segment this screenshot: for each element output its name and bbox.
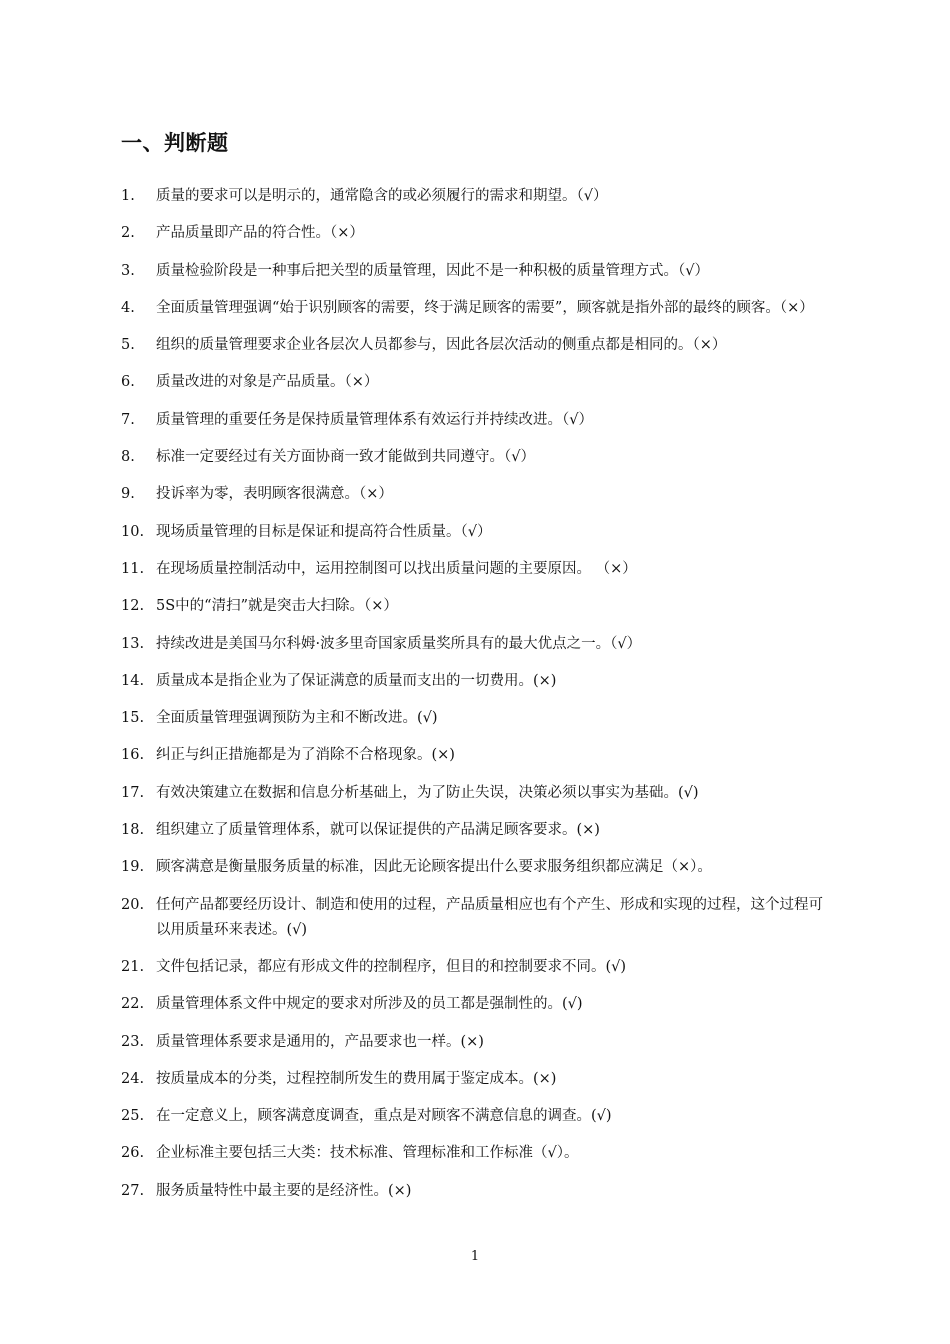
question-text: 5S中的“清扫”就是突击大扫除。（×）	[156, 598, 398, 615]
true-false-question-list	[121, 184, 833, 1216]
question-item	[121, 333, 833, 358]
question-number: 23.	[121, 1033, 145, 1050]
question-number: 2.	[121, 225, 135, 242]
question-item	[121, 445, 833, 470]
question-text: 企业标准主要包括三大类：技术标准、管理标准和工作标准（√）。	[156, 1145, 579, 1162]
question-item	[121, 594, 833, 619]
question-item	[121, 855, 833, 880]
page-number: 1	[470, 1249, 480, 1264]
question-number: 8.	[121, 449, 135, 466]
question-item	[121, 743, 833, 768]
question-text: 顾客满意是衡量服务质量的标准，因此无论顾客提出什么要求服务组织都应满足（×）。	[156, 859, 712, 876]
question-text: 质量的要求可以是明示的，通常隐含的或必须履行的需求和期望。（√）	[156, 188, 608, 204]
question-number: 4.	[121, 299, 135, 316]
question-number: 25.	[121, 1108, 145, 1125]
question-item	[121, 1030, 833, 1055]
question-item	[121, 557, 833, 582]
question-item	[121, 706, 833, 731]
question-text: 标准一定要经过有关方面协商一致才能做到共同遵守。（√）	[156, 449, 535, 466]
question-text: 有效决策建立在数据和信息分析基础上，为了防止失误，决策必须以事实为基础。(√)	[156, 784, 699, 801]
question-text: 服务质量特性中最主要的是经济性。(×)	[156, 1182, 412, 1199]
question-item	[121, 370, 833, 395]
question-number: 21.	[121, 958, 145, 975]
question-text: 文件包括记录，都应有形成文件的控制程序，但目的和控制要求不同。(√)	[156, 958, 627, 975]
question-text: 质量检验阶段是一种事后把关型的质量管理，因此不是一种积极的质量管理方式。（√）	[156, 262, 709, 279]
question-text: 组织的质量管理要求企业各层次人员都参与，因此各层次活动的侧重点都是相同的。（×）	[156, 337, 727, 354]
question-item	[121, 482, 833, 507]
question-number: 27.	[121, 1182, 145, 1199]
question-item	[121, 259, 833, 284]
question-number: 1.	[121, 188, 135, 204]
question-item	[121, 184, 833, 209]
question-item	[121, 669, 833, 694]
question-text: 全面质量管理强调“始于识别顾客的需要，终于满足顾客的需要”，顾客就是指外部的最终的顾客。（×）	[156, 299, 814, 316]
question-item	[121, 992, 833, 1017]
question-item	[121, 632, 833, 657]
question-item	[121, 221, 833, 246]
question-text: 组织建立了质量管理体系，就可以保证提供的产品满足顾客要求。(×)	[156, 822, 600, 839]
question-text: 质量改进的对象是产品质量。（×）	[156, 374, 379, 391]
question-number: 16.	[121, 747, 145, 764]
question-item	[121, 296, 833, 321]
question-number: 10.	[121, 523, 145, 540]
question-text: 任何产品都要经历设计、制造和使用的过程，产品质量相应也有个产生、形成和实现的过程，这个过程可以用质量环来表述。(√)	[156, 896, 823, 938]
question-item	[121, 893, 833, 943]
question-number: 20.	[121, 896, 145, 913]
question-item	[121, 781, 833, 806]
question-item	[121, 1179, 833, 1204]
question-item	[121, 1067, 833, 1092]
question-text: 持续改进是美国马尔科姆·波多里奇国家质量奖所具有的最大优点之一。（√）	[156, 635, 642, 652]
question-text: 纠正与纠正措施都是为了消除不合格现象。(×)	[156, 747, 455, 764]
question-number: 5.	[121, 337, 135, 354]
question-number: 7.	[121, 411, 135, 428]
question-text: 质量成本是指企业为了保证满意的质量而支出的一切费用。(×)	[156, 672, 557, 689]
question-text: 在现场质量控制活动中，运用控制图可以找出质量问题的主要原因。 （×）	[156, 560, 637, 577]
question-text: 质量管理的重要任务是保持质量管理体系有效运行并持续改进。（√）	[156, 411, 593, 428]
question-item	[121, 1104, 833, 1129]
question-item	[121, 520, 833, 545]
question-number: 13.	[121, 635, 145, 652]
question-number: 24.	[121, 1070, 145, 1087]
question-text: 质量管理体系要求是通用的，产品要求也一样。(×)	[156, 1033, 484, 1050]
question-number: 11.	[121, 560, 145, 577]
question-text: 在一定意义上，顾客满意度调查，重点是对顾客不满意信息的调查。(√)	[156, 1108, 612, 1125]
question-text: 产品质量即产品的符合性。（×）	[156, 225, 364, 242]
question-number: 22.	[121, 996, 145, 1013]
question-text: 投诉率为零，表明顾客很满意。（×）	[156, 486, 393, 503]
question-text: 现场质量管理的目标是保证和提高符合性质量。（√）	[156, 523, 492, 540]
question-item	[121, 408, 833, 433]
question-number: 6.	[121, 374, 135, 391]
question-item	[121, 955, 833, 980]
question-text: 按质量成本的分类，过程控制所发生的费用属于鉴定成本。(×)	[156, 1070, 557, 1087]
question-number: 14.	[121, 672, 145, 689]
question-number: 17.	[121, 784, 145, 801]
question-number: 9.	[121, 486, 135, 503]
question-number: 3.	[121, 262, 135, 279]
question-text: 全面质量管理强调预防为主和不断改进。(√)	[156, 710, 438, 727]
question-number: 19.	[121, 859, 145, 876]
question-item	[121, 1141, 833, 1166]
question-number: 26.	[121, 1145, 145, 1162]
section-title: 一、判断题	[121, 131, 229, 155]
question-number: 12.	[121, 598, 145, 615]
question-item	[121, 818, 833, 843]
question-text: 质量管理体系文件中规定的要求对所涉及的员工都是强制性的。(√)	[156, 996, 583, 1013]
question-number: 15.	[121, 710, 145, 727]
question-number: 18.	[121, 822, 145, 839]
